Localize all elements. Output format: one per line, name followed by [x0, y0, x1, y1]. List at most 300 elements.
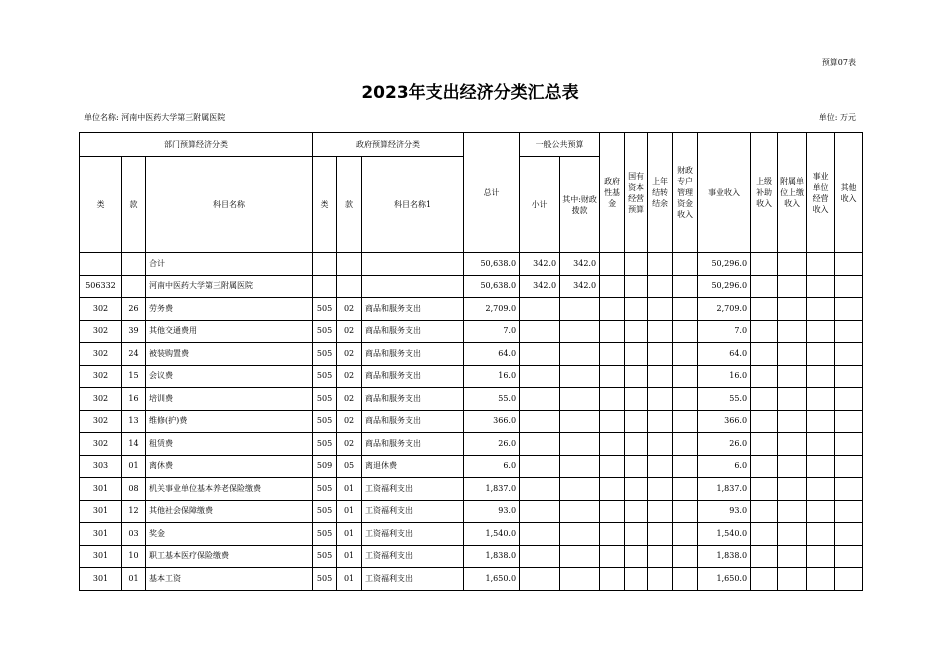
cell-total: 50,638.0: [464, 275, 520, 298]
cell-gov-fund: [600, 298, 625, 321]
cell-state-capital: [625, 478, 648, 501]
cell-lei2: 509: [313, 455, 337, 478]
cell-state-capital: [625, 523, 648, 546]
cell-lei2: [313, 253, 337, 276]
cell-business-income: 1,650.0: [698, 568, 751, 591]
table-row: [80, 568, 863, 591]
cell-total: 50,638.0: [464, 253, 520, 276]
cell-lei: 301: [80, 500, 122, 523]
cell-lei: 302: [80, 433, 122, 456]
cell-kuan: [122, 275, 146, 298]
cell-fiscal: 342.0: [560, 275, 600, 298]
cell-operating: [807, 545, 835, 568]
cell-other: [835, 388, 863, 411]
table-row: [80, 343, 863, 366]
cell-superior-subsidy: [751, 365, 778, 388]
cell-lei2: [313, 275, 337, 298]
header-item-name1: 科目名称1: [362, 157, 464, 253]
cell-item-name1: 商品和服务支出: [362, 320, 464, 343]
cell-business-income: 1,838.0: [698, 545, 751, 568]
cell-item-name1: 离退休费: [362, 455, 464, 478]
cell-operating: [807, 478, 835, 501]
cell-special-fund: [673, 388, 698, 411]
cell-superior-subsidy: [751, 568, 778, 591]
unit-name: 单位名称: 河南中医药大学第三附属医院: [84, 113, 226, 122]
cell-carryover: [648, 455, 673, 478]
table-row: [80, 320, 863, 343]
cell-carryover: [648, 568, 673, 591]
cell-total: 2,709.0: [464, 298, 520, 321]
cell-item-name: 河南中医药大学第三附属医院: [146, 275, 313, 298]
cell-lei: 506332: [80, 275, 122, 298]
cell-lei: 302: [80, 298, 122, 321]
cell-other: [835, 500, 863, 523]
cell-fiscal: [560, 365, 600, 388]
cell-state-capital: [625, 320, 648, 343]
cell-lei2: 505: [313, 523, 337, 546]
cell-subtotal: [520, 298, 560, 321]
expenditure-summary-table: [79, 132, 863, 591]
cell-gov-fund: [600, 343, 625, 366]
cell-lei: 302: [80, 343, 122, 366]
header-general-group: 一般公共预算: [520, 133, 600, 157]
cell-lei2: 505: [313, 343, 337, 366]
cell-total: 1,650.0: [464, 568, 520, 591]
cell-carryover: [648, 253, 673, 276]
cell-lei2: 505: [313, 500, 337, 523]
cell-gov-fund: [600, 365, 625, 388]
cell-kuan: 08: [122, 478, 146, 501]
cell-carryover: [648, 388, 673, 411]
cell-subtotal: 342.0: [520, 275, 560, 298]
table-row: [80, 500, 863, 523]
cell-fiscal: [560, 320, 600, 343]
cell-special-fund: [673, 365, 698, 388]
cell-gov-fund: [600, 275, 625, 298]
cell-operating: [807, 365, 835, 388]
cell-lei: [80, 253, 122, 276]
cell-state-capital: [625, 410, 648, 433]
cell-special-fund: [673, 343, 698, 366]
header-lei: 类: [80, 157, 122, 253]
cell-kuan: 16: [122, 388, 146, 411]
cell-other: [835, 523, 863, 546]
header-other: 其他收入: [835, 133, 863, 253]
cell-carryover: [648, 500, 673, 523]
cell-total: 93.0: [464, 500, 520, 523]
cell-fiscal: [560, 298, 600, 321]
cell-subtotal: [520, 410, 560, 433]
cell-special-fund: [673, 523, 698, 546]
cell-gov-fund: [600, 545, 625, 568]
cell-item-name1: 工资福利支出: [362, 568, 464, 591]
cell-operating: [807, 523, 835, 546]
cell-other: [835, 478, 863, 501]
cell-lei: 302: [80, 410, 122, 433]
cell-subtotal: [520, 478, 560, 501]
cell-special-fund: [673, 410, 698, 433]
cell-item-name1: 商品和服务支出: [362, 343, 464, 366]
cell-superior-subsidy: [751, 433, 778, 456]
cell-carryover: [648, 320, 673, 343]
cell-affiliated: [778, 433, 807, 456]
cell-lei2: 505: [313, 545, 337, 568]
cell-subtotal: 342.0: [520, 253, 560, 276]
cell-fiscal: [560, 478, 600, 501]
cell-item-name: 合计: [146, 253, 313, 276]
cell-lei: 303: [80, 455, 122, 478]
cell-operating: [807, 410, 835, 433]
cell-affiliated: [778, 298, 807, 321]
cell-affiliated: [778, 253, 807, 276]
cell-state-capital: [625, 568, 648, 591]
cell-kuan2: 02: [337, 365, 362, 388]
cell-total: 16.0: [464, 365, 520, 388]
cell-business-income: 55.0: [698, 388, 751, 411]
cell-special-fund: [673, 500, 698, 523]
cell-kuan2: 01: [337, 545, 362, 568]
cell-fiscal: [560, 500, 600, 523]
cell-special-fund: [673, 433, 698, 456]
cell-business-income: 1,540.0: [698, 523, 751, 546]
header-business-income: 事业收入: [698, 133, 751, 253]
cell-business-income: 64.0: [698, 343, 751, 366]
table-row: [80, 298, 863, 321]
cell-total: 1,838.0: [464, 545, 520, 568]
cell-superior-subsidy: [751, 478, 778, 501]
cell-superior-subsidy: [751, 388, 778, 411]
header-special-fund: 财政专户管理资金收入: [673, 133, 698, 253]
cell-kuan: 24: [122, 343, 146, 366]
cell-affiliated: [778, 275, 807, 298]
cell-carryover: [648, 478, 673, 501]
cell-kuan2: 02: [337, 388, 362, 411]
cell-operating: [807, 433, 835, 456]
cell-other: [835, 275, 863, 298]
cell-business-income: 7.0: [698, 320, 751, 343]
cell-state-capital: [625, 388, 648, 411]
cell-affiliated: [778, 320, 807, 343]
cell-operating: [807, 500, 835, 523]
cell-kuan: [122, 253, 146, 276]
cell-carryover: [648, 298, 673, 321]
header-gov-fund: 政府性基金: [600, 133, 625, 253]
cell-total: 26.0: [464, 433, 520, 456]
cell-superior-subsidy: [751, 455, 778, 478]
cell-kuan: 15: [122, 365, 146, 388]
cell-lei: 302: [80, 365, 122, 388]
cell-item-name1: 工资福利支出: [362, 545, 464, 568]
cell-kuan: 26: [122, 298, 146, 321]
header-affiliated: 附属单位上缴收入: [778, 133, 807, 253]
cell-business-income: 26.0: [698, 433, 751, 456]
cell-gov-fund: [600, 433, 625, 456]
cell-affiliated: [778, 545, 807, 568]
cell-lei2: 505: [313, 478, 337, 501]
cell-kuan2: 01: [337, 500, 362, 523]
cell-fiscal: [560, 568, 600, 591]
header-superior-subsidy: 上级补助收入: [751, 133, 778, 253]
header-subtotal: 小计: [520, 157, 560, 253]
cell-business-income: 16.0: [698, 365, 751, 388]
cell-gov-fund: [600, 523, 625, 546]
cell-kuan: 03: [122, 523, 146, 546]
cell-affiliated: [778, 478, 807, 501]
cell-superior-subsidy: [751, 523, 778, 546]
cell-subtotal: [520, 343, 560, 366]
cell-state-capital: [625, 500, 648, 523]
cell-gov-fund: [600, 320, 625, 343]
cell-other: [835, 545, 863, 568]
cell-subtotal: [520, 500, 560, 523]
cell-kuan: 10: [122, 545, 146, 568]
cell-state-capital: [625, 298, 648, 321]
cell-lei2: 505: [313, 298, 337, 321]
cell-lei: 302: [80, 388, 122, 411]
cell-lei: 302: [80, 320, 122, 343]
cell-total: 1,540.0: [464, 523, 520, 546]
cell-state-capital: [625, 365, 648, 388]
cell-kuan: 12: [122, 500, 146, 523]
cell-operating: [807, 320, 835, 343]
cell-operating: [807, 253, 835, 276]
cell-superior-subsidy: [751, 320, 778, 343]
cell-item-name1: [362, 275, 464, 298]
cell-kuan2: 02: [337, 298, 362, 321]
cell-item-name: 职工基本医疗保险缴费: [146, 545, 313, 568]
cell-affiliated: [778, 500, 807, 523]
cell-affiliated: [778, 365, 807, 388]
cell-lei2: 505: [313, 388, 337, 411]
cell-kuan2: 05: [337, 455, 362, 478]
cell-state-capital: [625, 455, 648, 478]
header-state-capital: 国有资本经营预算: [625, 133, 648, 253]
cell-state-capital: [625, 253, 648, 276]
cell-superior-subsidy: [751, 253, 778, 276]
cell-item-name: 培训费: [146, 388, 313, 411]
header-fiscal: 其中:财政拨款: [560, 157, 600, 253]
cell-other: [835, 455, 863, 478]
header-lei2: 类: [313, 157, 337, 253]
cell-kuan2: 02: [337, 410, 362, 433]
cell-item-name: 离休费: [146, 455, 313, 478]
cell-business-income: 50,296.0: [698, 275, 751, 298]
cell-special-fund: [673, 455, 698, 478]
cell-special-fund: [673, 545, 698, 568]
cell-affiliated: [778, 388, 807, 411]
cell-other: [835, 253, 863, 276]
cell-superior-subsidy: [751, 275, 778, 298]
cell-item-name1: 商品和服务支出: [362, 410, 464, 433]
cell-lei2: 505: [313, 410, 337, 433]
cell-subtotal: [520, 433, 560, 456]
cell-business-income: 1,837.0: [698, 478, 751, 501]
table-row: [80, 253, 863, 276]
cell-special-fund: [673, 568, 698, 591]
cell-other: [835, 365, 863, 388]
cell-gov-fund: [600, 455, 625, 478]
cell-total: 366.0: [464, 410, 520, 433]
cell-state-capital: [625, 545, 648, 568]
header-item-name: 科目名称: [146, 157, 313, 253]
cell-business-income: 366.0: [698, 410, 751, 433]
cell-superior-subsidy: [751, 298, 778, 321]
cell-subtotal: [520, 545, 560, 568]
table-row: [80, 388, 863, 411]
cell-item-name: 被装购置费: [146, 343, 313, 366]
cell-item-name1: 商品和服务支出: [362, 365, 464, 388]
cell-business-income: 93.0: [698, 500, 751, 523]
cell-carryover: [648, 523, 673, 546]
cell-fiscal: [560, 433, 600, 456]
cell-superior-subsidy: [751, 410, 778, 433]
cell-subtotal: [520, 455, 560, 478]
cell-other: [835, 320, 863, 343]
cell-item-name1: [362, 253, 464, 276]
cell-fiscal: 342.0: [560, 253, 600, 276]
cell-kuan2: 02: [337, 320, 362, 343]
table-row: [80, 433, 863, 456]
cell-superior-subsidy: [751, 500, 778, 523]
cell-lei: 301: [80, 545, 122, 568]
cell-total: 64.0: [464, 343, 520, 366]
cell-carryover: [648, 365, 673, 388]
cell-state-capital: [625, 275, 648, 298]
cell-fiscal: [560, 410, 600, 433]
cell-subtotal: [520, 568, 560, 591]
cell-kuan: 01: [122, 455, 146, 478]
cell-operating: [807, 343, 835, 366]
header-kuan2: 款: [337, 157, 362, 253]
cell-kuan2: [337, 275, 362, 298]
cell-item-name: 其他交通费用: [146, 320, 313, 343]
cell-item-name1: 商品和服务支出: [362, 298, 464, 321]
cell-other: [835, 343, 863, 366]
cell-operating: [807, 568, 835, 591]
header-dept-group: 部门预算经济分类: [80, 133, 313, 157]
header-row-group: [80, 133, 863, 157]
table-row: [80, 410, 863, 433]
cell-fiscal: [560, 545, 600, 568]
cell-item-name: 租赁费: [146, 433, 313, 456]
cell-carryover: [648, 545, 673, 568]
page-title: 2023年支出经济分类汇总表: [361, 83, 579, 103]
cell-carryover: [648, 410, 673, 433]
cell-item-name: 维修(护)费: [146, 410, 313, 433]
cell-kuan2: [337, 253, 362, 276]
cell-lei2: 505: [313, 320, 337, 343]
cell-item-name1: 工资福利支出: [362, 523, 464, 546]
cell-lei: 301: [80, 478, 122, 501]
cell-subtotal: [520, 523, 560, 546]
cell-item-name: 基本工资: [146, 568, 313, 591]
cell-fiscal: [560, 343, 600, 366]
cell-business-income: 6.0: [698, 455, 751, 478]
cell-total: 7.0: [464, 320, 520, 343]
cell-item-name: 其他社会保障缴费: [146, 500, 313, 523]
table-row: [80, 523, 863, 546]
cell-item-name: 劳务费: [146, 298, 313, 321]
cell-gov-fund: [600, 478, 625, 501]
cell-affiliated: [778, 410, 807, 433]
cell-other: [835, 298, 863, 321]
table-row: [80, 455, 863, 478]
cell-kuan2: 02: [337, 433, 362, 456]
cell-kuan2: 01: [337, 523, 362, 546]
header-operating: 事业单位经营收入: [807, 133, 835, 253]
table-row: [80, 545, 863, 568]
cell-item-name: 奖金: [146, 523, 313, 546]
cell-subtotal: [520, 365, 560, 388]
cell-total: 55.0: [464, 388, 520, 411]
cell-kuan2: 01: [337, 478, 362, 501]
cell-gov-fund: [600, 500, 625, 523]
cell-item-name1: 商品和服务支出: [362, 388, 464, 411]
cell-total: 6.0: [464, 455, 520, 478]
cell-special-fund: [673, 253, 698, 276]
header-kuan: 款: [122, 157, 146, 253]
cell-lei2: 505: [313, 568, 337, 591]
cell-item-name: 会议费: [146, 365, 313, 388]
cell-affiliated: [778, 343, 807, 366]
cell-lei2: 505: [313, 365, 337, 388]
cell-special-fund: [673, 298, 698, 321]
cell-gov-fund: [600, 388, 625, 411]
cell-carryover: [648, 433, 673, 456]
cell-affiliated: [778, 568, 807, 591]
cell-fiscal: [560, 523, 600, 546]
cell-lei2: 505: [313, 433, 337, 456]
cell-affiliated: [778, 455, 807, 478]
cell-kuan2: 02: [337, 343, 362, 366]
cell-special-fund: [673, 320, 698, 343]
cell-state-capital: [625, 343, 648, 366]
cell-carryover: [648, 343, 673, 366]
currency-unit: 单位: 万元: [818, 113, 856, 122]
cell-total: 1,837.0: [464, 478, 520, 501]
form-number: 预算07表: [821, 58, 856, 67]
cell-carryover: [648, 275, 673, 298]
cell-fiscal: [560, 388, 600, 411]
cell-operating: [807, 275, 835, 298]
table-row: [80, 275, 863, 298]
table-row: [80, 478, 863, 501]
cell-operating: [807, 298, 835, 321]
cell-kuan: 01: [122, 568, 146, 591]
cell-operating: [807, 388, 835, 411]
header-gov-group: 政府预算经济分类: [313, 133, 464, 157]
cell-item-name1: 商品和服务支出: [362, 433, 464, 456]
cell-special-fund: [673, 478, 698, 501]
cell-special-fund: [673, 275, 698, 298]
header-carryover: 上年结转结余: [648, 133, 673, 253]
cell-other: [835, 410, 863, 433]
cell-subtotal: [520, 320, 560, 343]
cell-operating: [807, 455, 835, 478]
cell-kuan2: 01: [337, 568, 362, 591]
cell-gov-fund: [600, 253, 625, 276]
cell-kuan: 13: [122, 410, 146, 433]
cell-item-name: 机关事业单位基本养老保险缴费: [146, 478, 313, 501]
cell-gov-fund: [600, 568, 625, 591]
cell-gov-fund: [600, 410, 625, 433]
cell-item-name1: 工资福利支出: [362, 500, 464, 523]
cell-lei: 301: [80, 523, 122, 546]
cell-item-name1: 工资福利支出: [362, 478, 464, 501]
cell-lei: 301: [80, 568, 122, 591]
header-total: 总计: [464, 133, 520, 253]
cell-fiscal: [560, 455, 600, 478]
